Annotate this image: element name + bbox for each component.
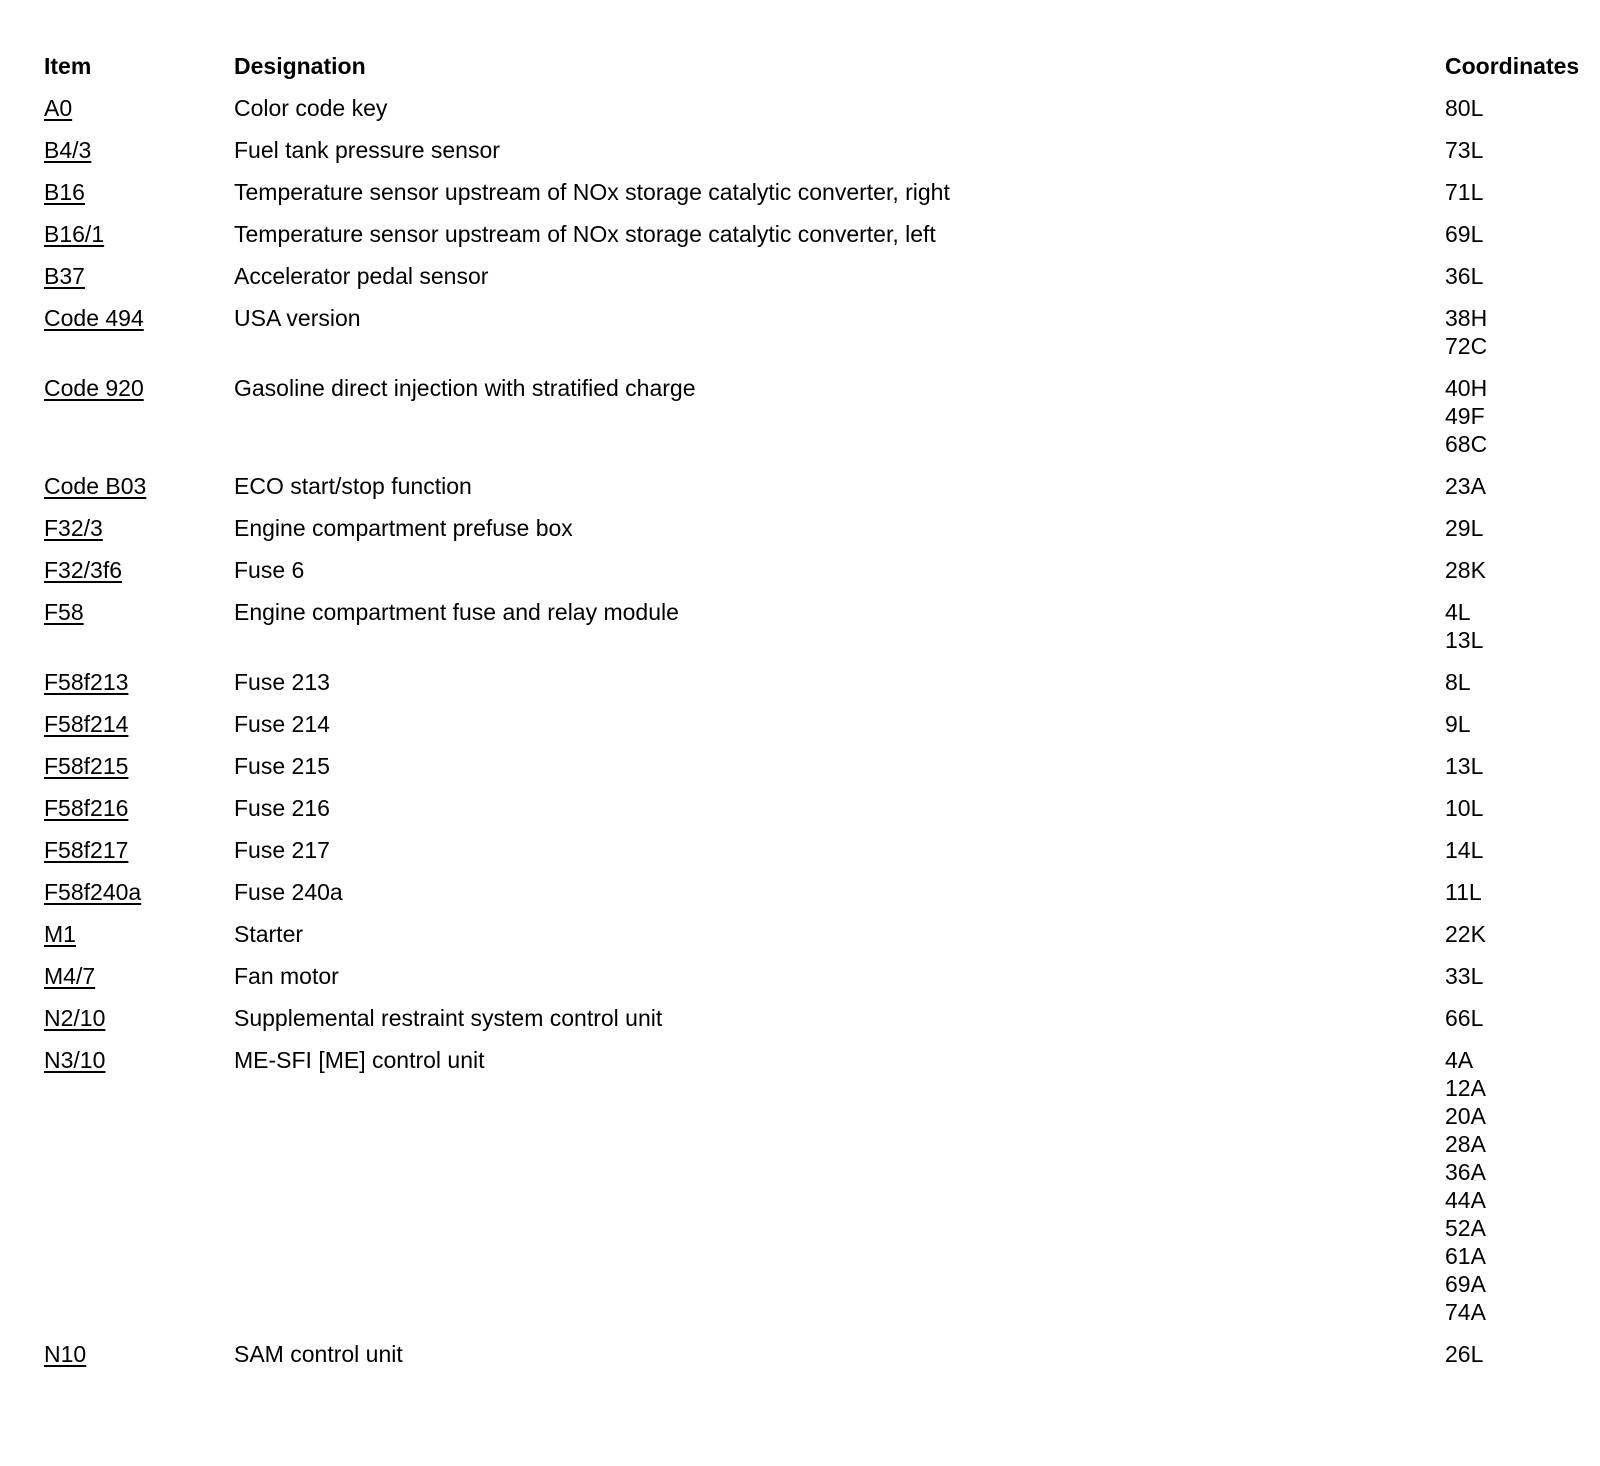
coordinates-cell — [1445, 178, 1584, 206]
item-link[interactable]: M1 — [44, 921, 76, 947]
coordinates-cell — [1445, 1046, 1584, 1326]
table-row — [44, 178, 1584, 220]
coordinate-value: 69A — [1445, 1271, 1486, 1297]
item-cell — [44, 304, 234, 332]
table-row — [44, 962, 1584, 1004]
coordinates-cell — [1445, 962, 1584, 990]
coordinate-value: 23A — [1445, 473, 1486, 499]
coordinates-cell — [1445, 94, 1584, 122]
table-row — [44, 472, 1584, 514]
item-link[interactable]: F58f214 — [44, 711, 129, 737]
item-cell — [44, 94, 234, 122]
table-row — [44, 710, 1584, 752]
item-link[interactable]: B16/1 — [44, 221, 105, 247]
item-cell — [44, 794, 234, 822]
coordinate-value: 44A — [1445, 1187, 1486, 1213]
item-link[interactable]: M4/7 — [44, 963, 96, 989]
item-cell — [44, 962, 234, 990]
coordinates-cell — [1445, 752, 1584, 780]
designation-cell: ME-SFI [ME] control unit — [234, 1047, 485, 1073]
coordinate-value: 14L — [1445, 837, 1484, 863]
table-row — [44, 1004, 1584, 1046]
designation-cell: ECO start/stop function — [234, 473, 472, 499]
item-link[interactable]: F32/3 — [44, 515, 103, 541]
designation-cell: Color code key — [234, 95, 388, 121]
coordinate-value: 52A — [1445, 1215, 1486, 1241]
coordinate-value: 12A — [1445, 1075, 1486, 1101]
item-link[interactable]: F32/3f6 — [44, 557, 122, 583]
item-link[interactable]: F58f215 — [44, 753, 129, 779]
item-link[interactable]: Code 920 — [44, 375, 144, 401]
coordinates-cell — [1445, 136, 1584, 164]
header-coordinates: Coordinates — [1445, 53, 1580, 79]
coordinate-value: 61A — [1445, 1243, 1486, 1269]
coordinates-cell — [1445, 304, 1584, 360]
table-row — [44, 878, 1584, 920]
coordinates-cell — [1445, 472, 1584, 500]
item-cell — [44, 514, 234, 542]
coordinate-value: 13L — [1445, 753, 1484, 779]
designation-cell: Fuse 217 — [234, 837, 330, 863]
table-row — [44, 514, 1584, 556]
coordinate-value: 13L — [1445, 627, 1484, 653]
designation-cell: USA version — [234, 305, 361, 331]
item-link[interactable]: B4/3 — [44, 137, 92, 163]
table-row — [44, 262, 1584, 304]
coordinate-value: 36A — [1445, 1159, 1486, 1185]
coordinate-value: 36L — [1445, 263, 1484, 289]
item-cell — [44, 1004, 234, 1032]
coordinates-cell — [1445, 878, 1584, 906]
coordinates-cell — [1445, 1340, 1584, 1368]
designation-cell: SAM control unit — [234, 1341, 403, 1367]
designation-cell: Fuse 215 — [234, 753, 330, 779]
coordinate-value: 40H — [1445, 375, 1488, 401]
coordinates-cell — [1445, 598, 1584, 654]
table-row — [44, 794, 1584, 836]
header-designation: Designation — [234, 53, 366, 79]
designation-cell: Supplemental restraint system control unit — [234, 1005, 663, 1031]
table-row — [44, 220, 1584, 262]
table-row — [44, 598, 1584, 668]
item-cell — [44, 374, 234, 402]
table-row — [44, 668, 1584, 710]
item-cell — [44, 598, 234, 626]
coordinate-value: 49F — [1445, 403, 1485, 429]
coordinates-cell — [1445, 920, 1584, 948]
coordinates-cell — [1445, 262, 1584, 290]
item-cell — [44, 472, 234, 500]
designation-cell: Fuel tank pressure sensor — [234, 137, 500, 163]
designation-cell: Fuse 214 — [234, 711, 330, 737]
coordinate-value: 72C — [1445, 333, 1488, 359]
table-row — [44, 920, 1584, 962]
item-cell — [44, 668, 234, 696]
table-row — [44, 836, 1584, 878]
coordinate-value: 20A — [1445, 1103, 1486, 1129]
coordinate-value: 66L — [1445, 1005, 1484, 1031]
component-legend-table — [44, 52, 1584, 1382]
coordinates-cell — [1445, 836, 1584, 864]
item-cell — [44, 920, 234, 948]
coordinate-value: 29L — [1445, 515, 1484, 541]
coordinate-value: 69L — [1445, 221, 1484, 247]
coordinate-value: 28A — [1445, 1131, 1486, 1157]
table-row — [44, 374, 1584, 472]
item-cell — [44, 556, 234, 584]
coordinate-value: 28K — [1445, 557, 1486, 583]
coordinate-value: 10L — [1445, 795, 1484, 821]
item-cell — [44, 136, 234, 164]
coordinate-value: 71L — [1445, 179, 1484, 205]
coordinate-value: 9L — [1445, 711, 1471, 737]
item-cell — [44, 1046, 234, 1074]
table-row — [44, 556, 1584, 598]
item-link[interactable]: N10 — [44, 1341, 87, 1367]
designation-cell: Temperature sensor upstream of NOx storage catalytic converter, left — [234, 221, 936, 247]
designation-cell: Fuse 216 — [234, 795, 330, 821]
item-link[interactable]: F58f216 — [44, 795, 129, 821]
designation-cell: Engine compartment fuse and relay module — [234, 599, 679, 625]
designation-cell: Temperature sensor upstream of NOx storage catalytic converter, right — [234, 179, 950, 205]
item-cell — [44, 1340, 234, 1368]
designation-cell: Accelerator pedal sensor — [234, 263, 489, 289]
coordinate-value: 4L — [1445, 599, 1471, 625]
coordinates-cell — [1445, 1004, 1584, 1032]
header-item: Item — [44, 53, 92, 79]
designation-cell: Gasoline direct injection with stratified charge — [234, 375, 696, 401]
designation-cell: Fuse 213 — [234, 669, 330, 695]
coordinate-value: 38H — [1445, 305, 1488, 331]
designation-cell: Fuse 6 — [234, 557, 305, 583]
item-link[interactable]: Code B03 — [44, 473, 147, 499]
item-cell — [44, 710, 234, 738]
coordinate-value: 68C — [1445, 431, 1488, 457]
coordinate-value: 80L — [1445, 95, 1484, 121]
item-cell — [44, 752, 234, 780]
item-link[interactable]: B16 — [44, 179, 85, 205]
item-cell — [44, 836, 234, 864]
coordinate-value: 33L — [1445, 963, 1484, 989]
designation-cell: Engine compartment prefuse box — [234, 515, 573, 541]
table-row — [44, 94, 1584, 136]
item-link[interactable]: F58f240a — [44, 879, 142, 905]
table-row — [44, 304, 1584, 374]
item-cell — [44, 178, 234, 206]
item-link[interactable]: F58f213 — [44, 669, 129, 695]
coordinates-cell — [1445, 710, 1584, 738]
table-body — [44, 94, 1584, 1382]
item-link[interactable]: N3/10 — [44, 1047, 106, 1073]
designation-cell: Fan motor — [234, 963, 339, 989]
item-link[interactable]: N2/10 — [44, 1005, 106, 1031]
coordinate-value: 73L — [1445, 137, 1484, 163]
item-cell — [44, 878, 234, 906]
item-link[interactable]: B37 — [44, 263, 85, 289]
coordinate-value: 11L — [1445, 879, 1482, 905]
table-row — [44, 752, 1584, 794]
table-row — [44, 1046, 1584, 1340]
coordinates-cell — [1445, 668, 1584, 696]
item-link[interactable]: Code 494 — [44, 305, 144, 331]
coordinates-cell — [1445, 794, 1584, 822]
coordinate-value: 26L — [1445, 1341, 1484, 1367]
item-link[interactable]: A0 — [44, 95, 73, 121]
table-header — [44, 52, 1584, 94]
table-row — [44, 136, 1584, 178]
coordinate-value: 8L — [1445, 669, 1471, 695]
item-link[interactable]: F58f217 — [44, 837, 129, 863]
coordinates-cell — [1445, 556, 1584, 584]
coordinates-cell — [1445, 374, 1584, 458]
coordinate-value: 22K — [1445, 921, 1486, 947]
table-row — [44, 1340, 1584, 1382]
item-cell — [44, 220, 234, 248]
coordinates-cell — [1445, 220, 1584, 248]
item-cell — [44, 262, 234, 290]
coordinate-value: 4A — [1445, 1047, 1474, 1073]
coordinate-value: 74A — [1445, 1299, 1486, 1325]
item-link[interactable]: F58 — [44, 599, 84, 625]
coordinates-cell — [1445, 514, 1584, 542]
designation-cell: Starter — [234, 921, 304, 947]
designation-cell: Fuse 240a — [234, 879, 343, 905]
